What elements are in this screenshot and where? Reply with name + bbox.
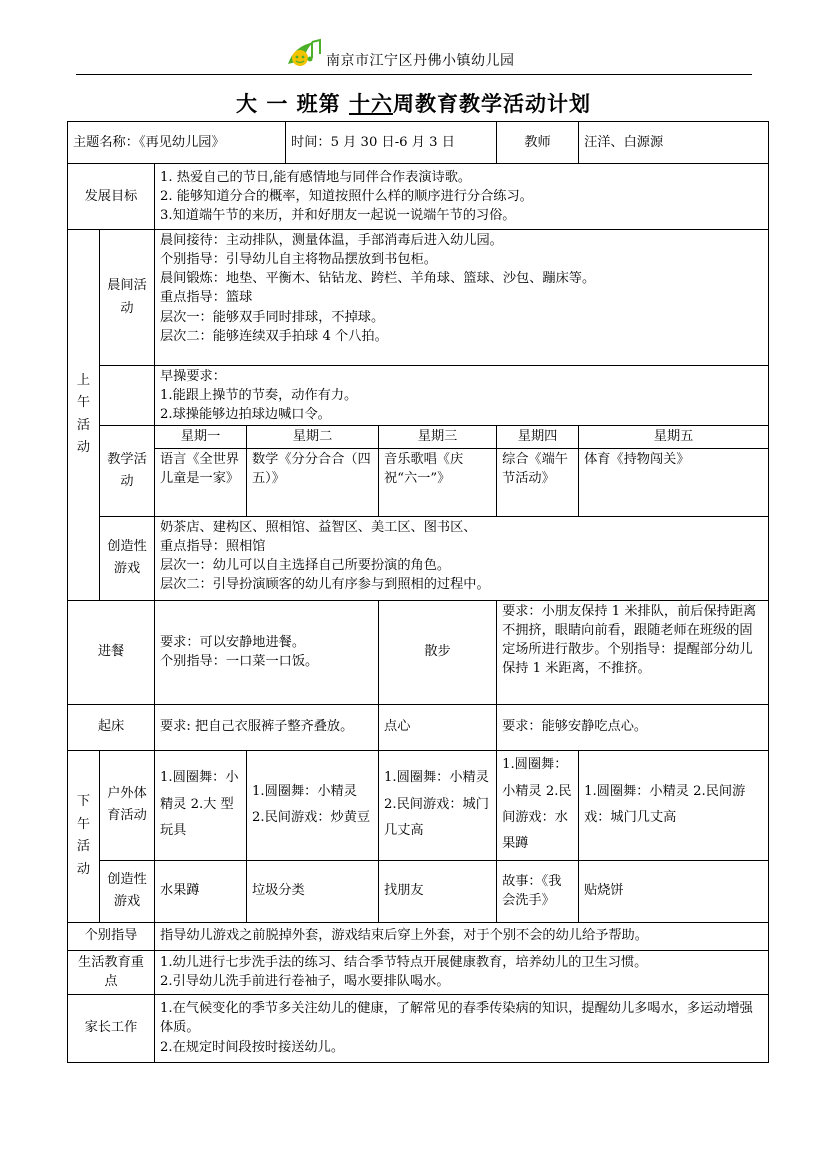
snack-label: 点心 <box>379 704 497 750</box>
teaching-cell: 综合《端午节活动》 <box>497 448 579 516</box>
afternoon-creative-label: 创造性游戏 <box>100 860 155 922</box>
morning-line: 层次一：能够双手同时排球，不掉球。 <box>160 309 385 325</box>
exercise-content <box>155 366 769 426</box>
goal-item: 3.知道端午节的来历，并和好朋友一起说一说端午节的习俗。 <box>160 208 516 224</box>
school-logo-icon <box>284 38 324 70</box>
teaching-cell: 语言《全世界儿童是一家》 <box>155 448 247 516</box>
life-line: 2.引导幼儿洗手前进行卷袖子，喝水要排队喝水。 <box>160 974 450 990</box>
outdoor-row <box>68 750 769 860</box>
teacher-label: 教师 <box>497 122 579 164</box>
life-label: 生活教育重 点 <box>68 950 155 994</box>
theme-row <box>68 122 769 164</box>
goal-item: 1. 热爱自己的节日,能有感情地与同伴合作表演诗歌。 <box>160 169 472 185</box>
individual-label: 个别指导 <box>68 922 155 950</box>
school-name: 南京市江宁区丹佛小镇幼儿园 <box>326 53 515 69</box>
outdoor-label: 户外体育活动 <box>100 750 155 860</box>
morning-activity-row <box>68 230 769 366</box>
outdoor-cell: 1.圆圈舞：小精灵 2.民间游戏：水果蹲 <box>497 750 579 860</box>
outdoor-cell: 1.圆圈舞：小精灵 2.民间游戏：炒黄豆 <box>247 750 379 860</box>
afternoon-creative-cell: 找朋友 <box>379 860 497 922</box>
meal-line: 要求：可以安静地进餐。 <box>160 634 306 650</box>
weekday-header: 星期一 <box>155 426 247 448</box>
meal-label: 进餐 <box>68 600 155 704</box>
morning-line: 晨间锻炼：地垫、平衡木、钻钻龙、跨栏、羊角球、篮球、沙包、蹦床等。 <box>160 271 596 287</box>
afternoon-creative-cell: 水果蹲 <box>155 860 247 922</box>
weekday-header: 星期二 <box>247 426 379 448</box>
theme-time: 时间：5 月 30 日-6 月 3 日 <box>286 122 497 164</box>
morning-line: 重点指导：篮球 <box>160 290 253 306</box>
morning-activity-content <box>155 230 769 366</box>
exercise-row <box>68 366 769 426</box>
outdoor-cell: 1.圆圈舞：小精灵 2.民间游戏：城门几丈高 <box>579 750 769 860</box>
creative-line: 重点指导：照相馆 <box>160 538 266 554</box>
teaching-label: 教学活动 <box>100 426 155 516</box>
exercise-line: 2.球操能够边拍球边喊口令。 <box>160 407 331 423</box>
individual-row <box>68 922 769 950</box>
weekday-header: 星期三 <box>379 426 497 448</box>
weekday-header: 星期四 <box>497 426 579 448</box>
title-week-number: 十六 <box>348 91 393 116</box>
morning-line: 层次二：能够连续双手拍球 4 个八拍。 <box>160 328 388 344</box>
outdoor-cell: 1.圆圈舞：小精灵 2.大 型 玩具 <box>155 750 247 860</box>
goal-item: 2. 能够知道分合的概率，知道按照什么样的顺序进行分合练习。 <box>160 188 533 204</box>
afternoon-creative-row <box>68 860 769 922</box>
wake-content: 要求: 把自己衣服裤子整齐叠放。 <box>155 704 379 750</box>
life-line: 1.幼儿进行七步洗手法的练习、结合季节特点开展健康教育，培养幼儿的卫生习惯。 <box>160 954 648 970</box>
meal-line: 个别指导：一口菜一口饭。 <box>160 654 319 670</box>
morning-creative-row <box>68 516 769 600</box>
morning-line: 个别指导：引导幼儿自主将物品摆放到书包柜。 <box>160 252 437 268</box>
teaching-cell: 音乐歌唱《庆祝“六一”》 <box>379 448 497 516</box>
individual-content: 指导幼儿游戏之前脱掉外套，游戏结束后穿上外套，对于个别不会的幼儿给予帮助。 <box>155 922 769 950</box>
snack-content: 要求：能够安静吃点心。 <box>497 704 769 750</box>
page-title <box>0 88 827 118</box>
afternoon-creative-cell: 贴烧饼 <box>579 860 769 922</box>
afternoon-section-label: 下午活动 <box>68 750 100 922</box>
morning-activity-label: 晨间活动 <box>100 230 155 366</box>
walk-label: 散步 <box>379 600 497 704</box>
header-rule <box>76 74 752 75</box>
teaching-cell: 数学《分分合合（四五）》 <box>247 448 379 516</box>
exercise-line: 1.能跟上操节的节奏，动作有力。 <box>160 388 358 404</box>
exercise-label-empty <box>100 366 155 426</box>
walk-content: 要求：小朋友保持 1 米排队，前后保持距离不拥挤，眼睛向前看，跟随老师在班级的固定场所进行散步。个别指导：提醒部分幼儿保持 1 米距离，不推挤。 <box>497 600 769 704</box>
parents-label: 家长工作 <box>68 994 155 1062</box>
creative-line: 奶茶店、建构区、照相馆、益智区、美工区、图书区、 <box>160 519 477 535</box>
goals-row <box>68 164 769 230</box>
page-header <box>0 38 827 78</box>
plan-table <box>67 121 769 1063</box>
meal-content <box>155 600 379 704</box>
afternoon-creative-cell: 垃圾分类 <box>247 860 379 922</box>
afternoon-creative-cell: 故事：《我会洗手》 <box>497 860 579 922</box>
creative-label: 创造性游戏 <box>100 516 155 600</box>
life-content <box>155 950 769 994</box>
title-week-prefix: 第 <box>318 91 349 116</box>
morning-section-label: 上午活动 <box>68 230 100 601</box>
meal-row <box>68 600 769 704</box>
parents-row <box>68 994 769 1062</box>
outdoor-cell: 1.圆圈舞：小精灵 2.民间游戏：城门几丈高 <box>379 750 497 860</box>
parents-line: 1.在气候变化的季节多关注幼儿的健康，了解常见的春季传染病的知识，提醒幼儿多喝水，多运动增强体质。 <box>160 1001 753 1036</box>
theme-name: 主题名称：《再见幼儿园》 <box>68 122 286 164</box>
creative-line: 层次二：引导扮演顾客的幼儿有序参与到照相的过程中。 <box>160 576 490 592</box>
teaching-cell: 体育《持物闯关》 <box>579 448 769 516</box>
parents-line: 2.在规定时间段按时接送幼儿。 <box>160 1039 345 1055</box>
life-row <box>68 950 769 994</box>
creative-line: 层次一：幼儿可以自主选择自己所要扮演的角色。 <box>160 557 451 573</box>
title-class: 大 一 班 <box>236 91 319 116</box>
morning-line: 晨间接待：主动排队，测量体温，手部消毒后进入幼儿园。 <box>160 233 503 248</box>
goals-label: 发展目标 <box>68 164 155 230</box>
parents-content <box>155 994 769 1062</box>
wake-row <box>68 704 769 750</box>
exercise-line: 早操要求： <box>160 369 226 384</box>
wake-label: 起床 <box>68 704 155 750</box>
teaching-row <box>68 448 769 516</box>
goals-content <box>155 164 769 230</box>
weekday-header: 星期五 <box>579 426 769 448</box>
creative-content <box>155 516 769 600</box>
title-suffix: 周教育教学活动计划 <box>392 91 591 116</box>
teacher-names: 汪洋、白源源 <box>579 122 769 164</box>
weekday-row <box>68 426 769 448</box>
